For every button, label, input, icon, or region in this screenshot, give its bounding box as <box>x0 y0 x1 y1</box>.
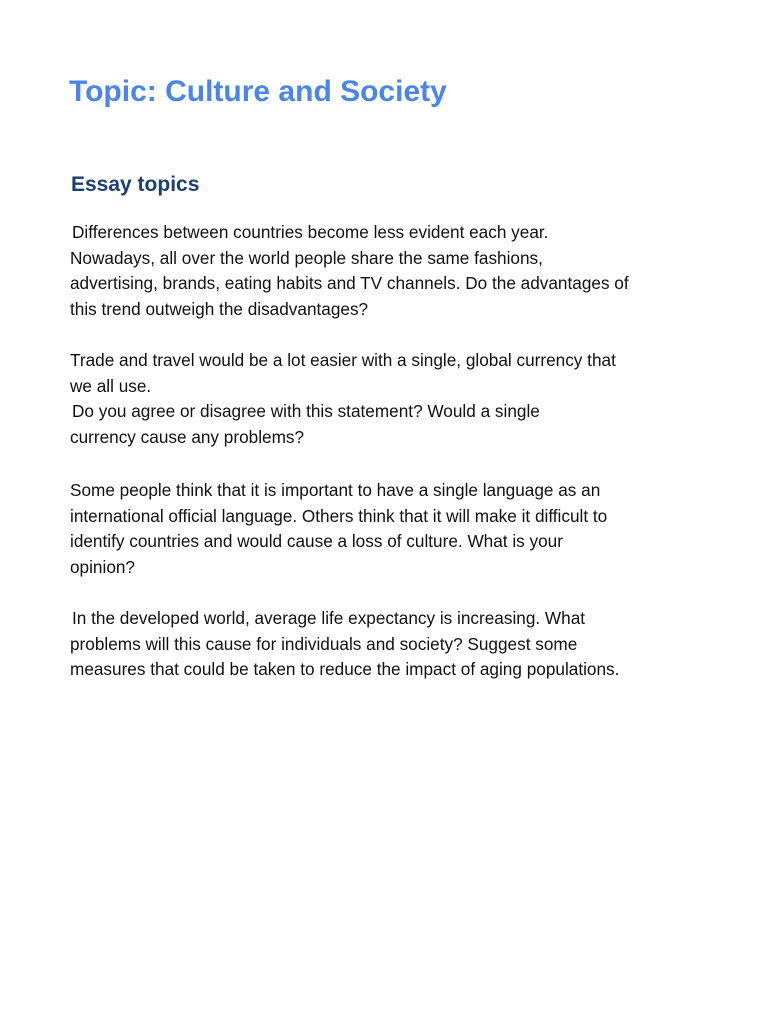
text-line: Some people think that it is important to have a single language as an <box>70 480 601 500</box>
text-line: currency cause any problems? <box>70 426 305 447</box>
text-line: Do you agree or disagree with this statement? Would a single <box>72 401 540 422</box>
text-line: problems will this cause for individuals and society? Suggest some <box>70 633 578 654</box>
text-line: we all use. <box>70 375 152 396</box>
text-line: In the developed world, average life expectancy is increasing. What <box>72 608 586 628</box>
essay-topic-1 <box>70 220 629 322</box>
text-line: measures that could be taken to reduce the impact of aging populations. <box>70 659 620 680</box>
text-line: Differences between countries become less evident each year. <box>72 222 549 242</box>
essay-topic-4 <box>70 606 619 683</box>
text-line: identify countries and would cause a loss of culture. What is your <box>70 531 563 552</box>
page-title: Topic: Culture and Society <box>69 75 447 108</box>
essay-topic-3 <box>70 478 607 580</box>
text-line: this trend outweigh the disadvantages? <box>70 298 369 319</box>
section-heading: Essay topics <box>71 173 200 196</box>
text-line: advertising, brands, eating habits and TV channels. Do the advantages of <box>70 273 629 294</box>
text-line: Nowadays, all over the world people share the same fashions, <box>70 247 543 268</box>
text-line: Trade and travel would be a lot easier with a single, global currency that <box>70 350 616 370</box>
text-line: international official language. Others think that it will make it difficult to <box>70 505 608 526</box>
essay-topic-2 <box>70 348 616 450</box>
text-line: opinion? <box>70 556 135 577</box>
